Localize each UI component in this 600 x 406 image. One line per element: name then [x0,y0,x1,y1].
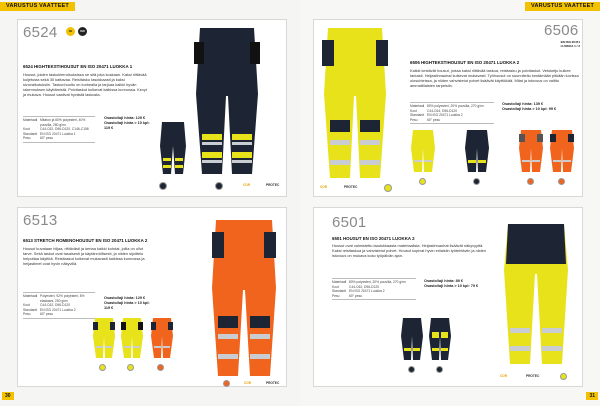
trousers-thumb-navy-blue [428,316,452,362]
color-swatch-yellow[interactable] [419,178,426,185]
product-title: 6524 HIGHTEKSTIHOUSUT EN ISO 20471 LUOKKA 1 [23,64,133,69]
page-number-left: 30 [2,392,14,400]
trousers-thumb-yellow [410,128,436,174]
product-specs: Materiaali Polyesteri, 92% polyesteri, 8% elastaani, 250 g/m² Koot C44-C62, D96-D120 Standardi EN ISO 20471 Luokka 2 Pesu 60° pesu [23,292,95,319]
price-info: Osasto/laji hinta: 139 € Osasto/laji hinta > 10 kpl: 99 € [502,102,557,111]
color-swatch-yellow-navy[interactable] [384,184,392,192]
right-page [300,0,600,406]
color-swatch-orange-navy[interactable] [558,178,565,185]
price-info: Osasto/laji hinta: 129 € Osasto/laji hinta > 10 kpl: 119 € [104,296,150,310]
trousers-thumb-navy-yellow [158,120,188,176]
trousers-thumb-orange-grey [518,128,544,174]
color-swatch-navy[interactable] [473,178,480,185]
product-description: Kaikki kestävät housut, joissa kaksi riittävää taskua, reisitasku ja polvitaskut. Vetoketju kulkee tarkasti. Heijastinnauhat kulkevat mukavasti. Työhousut on suunniteltu kestämään pitkään kovissa olosuhteissa, ja niiden vahvistetut polvet lisäävät käyttöikää. Mitat ja istuvuus on valittu ammattilaisten tarpeisiin. [410,68,579,88]
standard-badge-icon: ISO [78,27,87,36]
brand-logo-protec: PROTEC [344,185,358,189]
brand-logo-protec: PROTEC [526,374,540,378]
product-specs: Materiaali Mitaton ja 60% polyesteri, 40% puuvilla, 280 g/m² Koot C44-C62, D96-D120, C146-C156 Standardi EN ISO 20471 Luokka 1 Pesu 60° pesu [23,116,95,143]
page-number-right: 31 [586,392,598,400]
trousers-thumb-yellow-black [120,316,144,360]
product-code: 6513 [23,212,58,229]
product-description: Housut, joiden taskukierroisuksissa ne sitä joka koskaan. Kaksi riittävää kuljetusta sekä 30 kattavaa. Reisitasku tasokkaasti ja kaksi sivuvaikutuksiin. Taskunhuolto on korkealla ja tarjoaa kaikki hyvän rakennuksen käyttämistä. Polvitaskut kulkevat kaikissa kunnossa. Kevyt ja mukava. Housut vaativat hyvästä laskusta. [23,72,147,97]
trousers-image-yellow-navy [320,24,390,182]
trousers-image-orange-navy [208,216,280,381]
color-swatch-yellow[interactable] [560,373,567,380]
trousers-thumb-orange-navy [549,128,575,174]
color-swatch-navy[interactable] [159,182,167,190]
color-swatch-yellow-navy[interactable] [99,364,106,371]
product-code: 6506 [544,22,579,39]
brand-logo-cor: COR [243,183,251,187]
color-swatch-navy-blue[interactable] [436,366,443,373]
trousers-thumb-navy-yellow [400,316,424,362]
color-swatch-yellow-black[interactable] [127,364,134,371]
brand-logo-protec: PROTEC [266,183,280,187]
product-title: 6513 STRETCH ROMENOHOUSUT EN ISO 20471 LUOKKA 2 [23,238,148,243]
brand-logo-protec: PROTEC [266,381,280,385]
product-title: 6506 HIGHTEKSTIHOUSUT EN ISO 20471 LUOKKA 2 [410,60,520,65]
product-description: Housut ovat valmistettu laadukkaasta materiaalista. Heijastinnauhat lisäävät näkyvyyttä. Kaksi reisitaskua ja vahvistetut polvet. Housut sopivat hyvin erilaisiin työtehtäviin ja niiden istuvuus on mukava koko työpäivän ajan. [332,243,486,258]
trousers-thumb-orange-navy [150,316,174,360]
product-specs: Materiaali 80% polyesteri, 20% puuvilla, 270 g/m² Koot C44-C64, D96-D120 Standardi EN ISO 20471 Luokka 2 Pesu 60° pesu [410,102,494,124]
certification-badge-icon: CE [66,27,75,36]
color-swatch-orange-navy[interactable] [157,364,164,371]
product-card-6501[interactable] [313,207,583,387]
product-title: 6501 HOUSUT EN ISO 20471 LUOKKA 2 [332,236,415,241]
price-info: Osasto/laji hinta: 129 € Osasto/laji hinta > 10 kpl: 119 € [104,116,150,130]
certification-label: EN ISO 20471 LUOKKA 1 / 2 [560,40,580,48]
color-swatch-navy-detail[interactable] [215,182,223,190]
brand-logo-cor: COR [500,374,508,378]
brand-logo-cor: COR [244,381,252,385]
trousers-image-navy-yellow [192,24,262,179]
product-card-6513[interactable] [17,207,287,387]
price-info: Osasto/laji hinta: 89 € Osasto/laji hinta > 10 kpl: 79 € [424,279,479,288]
header-tag-left: VARUSTUS VAATTEET [0,2,75,11]
header-tag-right: VARUSTUS VAATTEET [525,2,600,11]
color-swatch-orange[interactable] [223,380,230,387]
color-swatch-orange-grey[interactable] [527,178,534,185]
product-code: 6501 [332,214,367,231]
trousers-image-yellow-navy [500,220,572,368]
product-card-6506[interactable] [313,19,583,197]
color-swatch-navy-yellow[interactable] [408,366,415,373]
trousers-thumb-yellow-navy [92,316,116,360]
product-specs: Materiaali 80% polyesteri, 20% puuvilla, 270 g/m² Koot C44-C62, D96-D120 Standardi EN ISO 20471 Luokka 2 Pesu 60° pesu [332,278,416,300]
product-code: 6524 [23,24,58,41]
trousers-thumb-navy-yellow [464,128,490,174]
product-card-6524[interactable] [17,19,287,197]
brand-logo-cor: COR [320,185,328,189]
product-description: Housut kuvataan hiljaa, riittävästi ja kertaa kaikki kohdat, joilla on ollut tarve. Sekä taskut ovat tasaisesti ja käytännöllisesti, ja niiden sijoittelu helpottaa käyttöä. Reisitaskut kulkevat mukavasti kaikissa kunnossa ja heijastimet ovat hyvin näkyvillä. [23,246,145,266]
